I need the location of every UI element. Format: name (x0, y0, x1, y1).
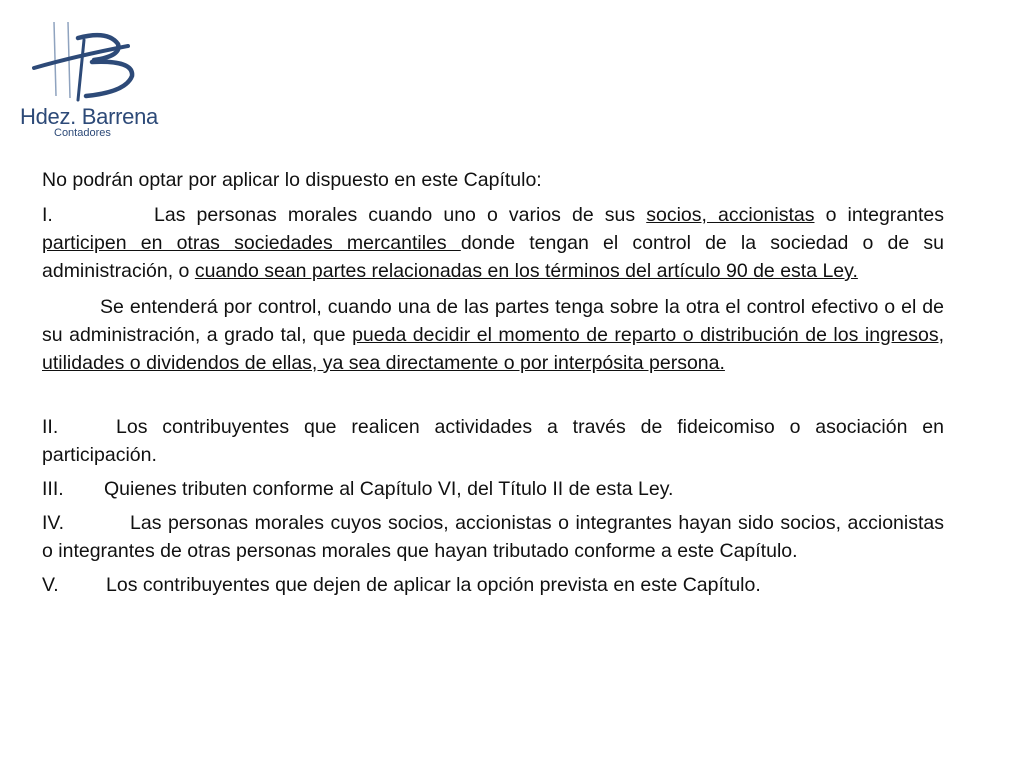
company-logo (16, 16, 166, 142)
item-1-text-c: donde tengan el control de la sociedad o de su administración, o (42, 232, 944, 282)
item-1-underline-c: cuando sean partes relacionadas en los términos del artículo 90 de esta Ley. (194, 260, 858, 282)
item-4-paragraph (42, 509, 944, 565)
hb-monogram-icon (16, 16, 146, 108)
control-paragraph (42, 293, 944, 377)
item-1-text-b: o integrantes (814, 204, 944, 226)
item-1-paragraph (42, 201, 944, 285)
item-4-numeral: IV. (42, 512, 65, 534)
document-body (42, 166, 944, 599)
item-3-numeral: III. (42, 478, 64, 500)
item-5-paragraph (42, 571, 944, 599)
item-3-text: Quienes tributen conforme al Capítulo VI, del Título II de esta Ley. (104, 478, 674, 500)
logo-name: Hdez. Barrena (20, 104, 158, 129)
item-2-numeral: II. (42, 416, 59, 438)
item-1-underline-a: socios, accionistas (646, 204, 815, 226)
control-underline: pueda decidir el momento de reparto o distribución de los ingresos, utilidades o dividendos de ellas, ya sea directamente o por interpósita persona. (42, 324, 944, 374)
item-4-text: Las personas morales cuyos socios, accionistas o integrantes hayan sido socios, accionistas o integrantes de otras personas morales que hayan tributado conforme a este Capítulo. (42, 512, 944, 562)
item-3-paragraph (42, 475, 944, 503)
item-5-numeral: V. (42, 574, 59, 596)
intro-line: No podrán optar por aplicar lo dispuesto en este Capítulo: (42, 169, 542, 191)
item-2-paragraph (42, 413, 944, 469)
item-2-text: Los contribuyentes que realicen actividades a través de fideicomiso o asociación en participación. (42, 416, 944, 466)
item-1-underline-b: participen en otras sociedades mercantiles (42, 232, 461, 254)
logo-subtitle: Contadores (54, 127, 111, 139)
item-5-text: Los contribuyentes que dejen de aplicar la opción prevista en este Capítulo. (106, 574, 761, 596)
control-text: Se entenderá por control, cuando una de las partes tenga sobre la otra el control efectivo o el de su administración, a grado tal, que (42, 296, 944, 346)
item-1-text-a: Las personas morales cuando uno o varios de sus (154, 204, 647, 226)
item-1-numeral: I. (42, 204, 53, 226)
